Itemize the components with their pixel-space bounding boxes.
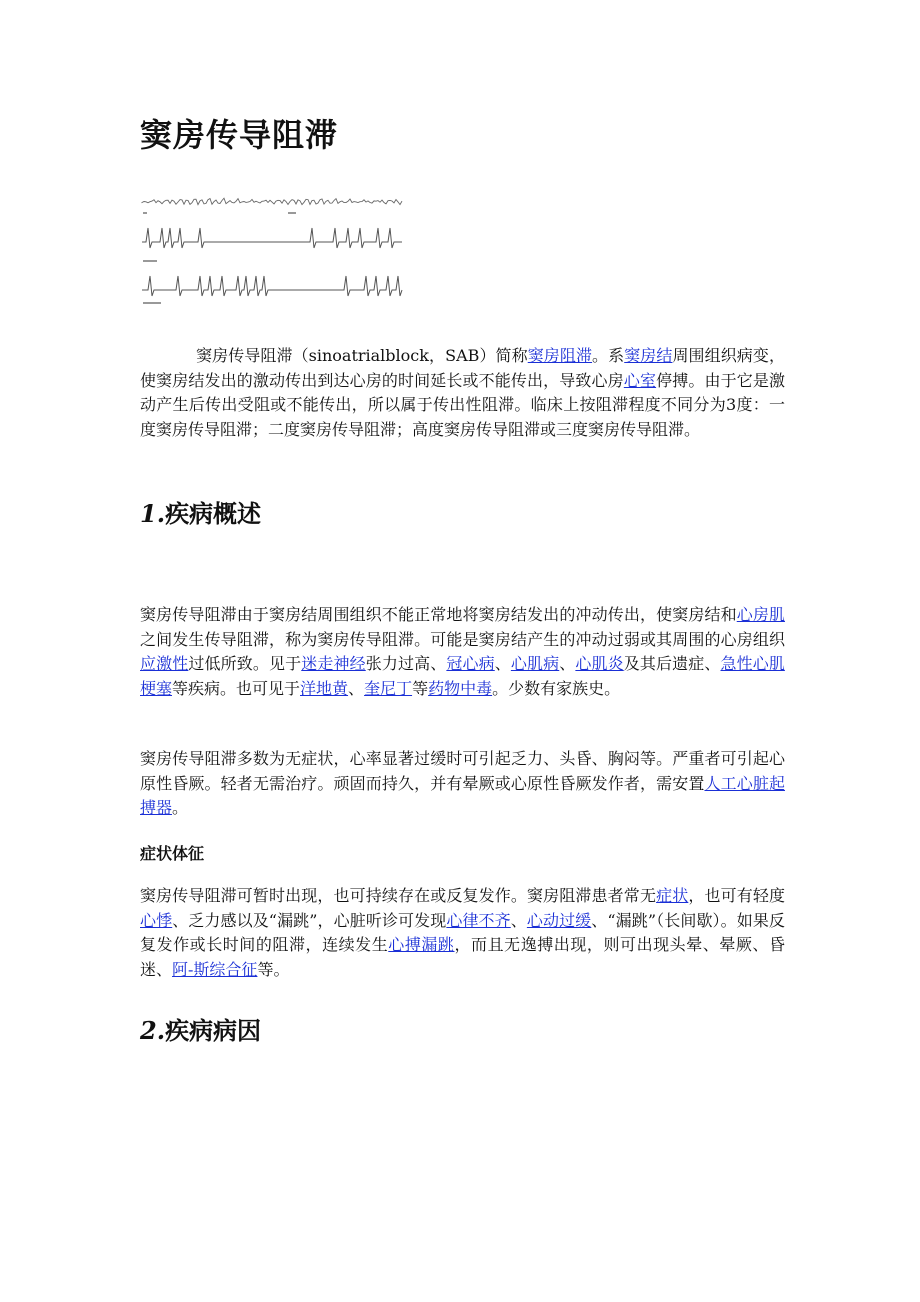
paragraph-text: 停搏。由于它是激动产生后传出受阻或不能传出，所以属于传出性阻滞。临床上按阻滞程度不同分为3度：一度窦房传导阻滞；二度窦房传导阻滞；高度窦房传导阻滞或三度窦房传导阻滞。: [140, 370, 785, 439]
paragraph-text: 、: [348, 678, 365, 698]
term-link[interactable]: 窦房结: [624, 346, 673, 365]
paragraph-text: 。系: [592, 346, 625, 365]
term-link[interactable]: 阿-斯综合征: [172, 959, 258, 979]
overview-paragraph-1: [140, 603, 785, 701]
section-number: 1.: [140, 499, 166, 528]
symptoms-subheading: 症状体征: [140, 844, 205, 863]
paragraph-text: 张力过高、: [365, 654, 447, 673]
paragraph-text: 、: [494, 654, 511, 673]
paragraph-text: 、: [510, 910, 527, 930]
term-link[interactable]: 急性心肌梗塞: [140, 654, 785, 698]
paragraph-text: 及其后遗症、: [623, 654, 721, 673]
paragraph-text: 、“漏跳”（长间歇）。如果反复发作或长时间的阻滞，连续发生: [140, 910, 785, 954]
paragraph-text: 窦房传导阻滞由于窦房结周围组织不能正常地将窦房结发出的冲动传出，使窦房结和: [140, 605, 737, 624]
term-link[interactable]: 心室: [623, 370, 657, 390]
paragraph-text: 等疾病。也可见于: [172, 678, 301, 698]
term-link[interactable]: 药物中毒: [428, 678, 493, 698]
term-link[interactable]: 冠心病: [446, 654, 495, 673]
paragraph-text: ，而且无逸搏出现，则可出现头晕、晕厥、昏迷、: [140, 935, 785, 979]
term-link[interactable]: 心律不齐: [446, 910, 511, 930]
term-link[interactable]: 心肌炎: [575, 654, 624, 673]
paragraph-text: 窦房传导阻滞（sinoatrialblock，SAB）简称: [196, 346, 528, 365]
term-link[interactable]: 症状: [656, 886, 689, 905]
paragraph-text: 等。: [257, 959, 290, 979]
term-link[interactable]: 心搏漏跳: [388, 935, 455, 954]
term-link[interactable]: 应激性: [140, 654, 189, 673]
paragraph-text: 、: [559, 654, 576, 673]
paragraph-text: 窦房传导阻滞可暂时出现，也可持续存在或反复发作。窦房阻滞患者常无: [140, 886, 657, 905]
term-link[interactable]: 心房肌: [736, 605, 785, 624]
term-link[interactable]: 心肌病: [510, 654, 560, 673]
section-number: 2.: [140, 1016, 166, 1045]
paragraph-text: 过低所致。见于: [188, 654, 302, 673]
term-link[interactable]: 奎尼丁: [364, 678, 413, 698]
paragraph-text: ，也可有轻度: [688, 886, 785, 905]
term-link[interactable]: 窦房阻滞: [527, 346, 593, 365]
paragraph-text: 。少数有家族史。: [492, 678, 621, 698]
paragraph-text: 等: [412, 678, 429, 698]
ecg-strip-image: [140, 190, 408, 315]
paragraph-text: 、乏力感以及“漏跳”，心脏听诊可发现: [172, 910, 447, 930]
term-link[interactable]: 人工心脏起搏器: [140, 773, 785, 817]
overview-paragraph-2: [140, 747, 785, 821]
paragraph-text: 窦房传导阻滞多数为无症状，心率显著过缓时可引起乏力、头昏、胸闷等。严重者可引起心原性昏厥。轻者无需治疗。顽固而持久，并有晕厥或心原性昏厥发作者，需安置: [140, 749, 785, 793]
paragraph-text: 。: [172, 798, 189, 817]
paragraph-text: 之间发生传导阻滞，称为窦房传导阻滞。可能是窦房结产生的冲动过弱或其周围的心房组织: [140, 629, 785, 649]
term-link[interactable]: 洋地黄: [300, 678, 349, 698]
paragraph-text: 周围组织病变，使窦房结发出的激动传出到达心房的时间延长或不能传出，导致心房: [140, 346, 785, 390]
intro-paragraph: [140, 344, 785, 442]
section-heading-2: [140, 1013, 261, 1049]
term-link[interactable]: 心动过缓: [526, 910, 592, 930]
page-title: 窦房传导阻滞: [140, 116, 339, 154]
term-link[interactable]: 迷走神经: [301, 654, 366, 673]
section-title: 疾病病因: [165, 1017, 262, 1045]
term-link[interactable]: 心悸: [140, 910, 173, 930]
section-title: 疾病概述: [165, 500, 262, 528]
symptoms-paragraph: [140, 884, 785, 982]
section-heading-1: [140, 496, 261, 532]
